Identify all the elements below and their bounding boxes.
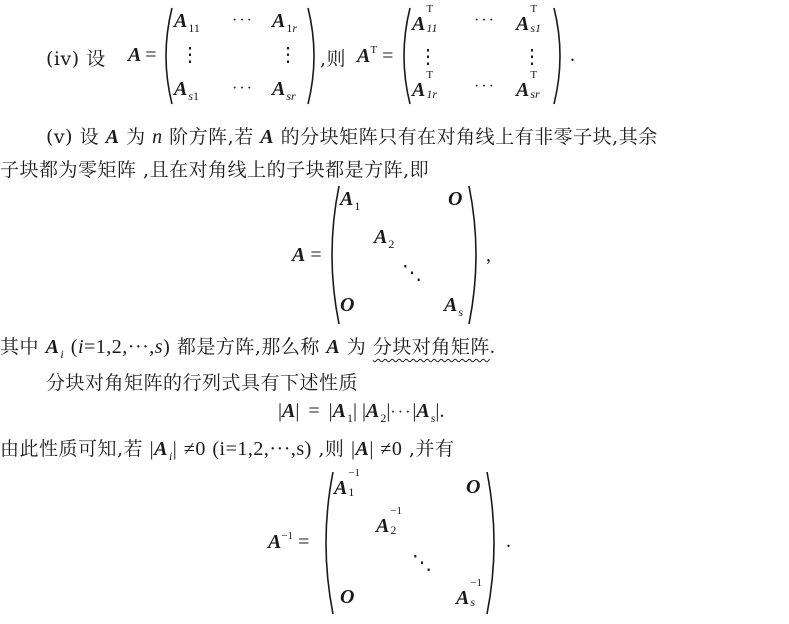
inverse-block-a1: A −1 1 — [334, 467, 361, 499]
inverse-block-diagonal-matrix — [320, 467, 500, 616]
ddots: ⋱ — [402, 262, 422, 284]
vdots-col1: ⋮ — [180, 44, 200, 66]
block-as1-t: A T s1 — [516, 3, 542, 35]
block-a11-t: A T 11 — [412, 3, 438, 35]
conclusion-line: 由此性质可知,若 $|A_i| \ne 0$ (i=1,2,···,s) ,则 |A| ≠0 ,并有 — [0, 438, 455, 463]
zero-block-top-right: O — [448, 188, 463, 210]
item-iv-label-line — [46, 44, 106, 71]
determinant-formula: $|A| = |A_1|$ $|A_2|\cdot\cdot\cdot|A_s|$. — [278, 400, 445, 425]
hdots-row2: ··· — [232, 80, 254, 97]
diag-matrix-comma: , — [486, 244, 491, 266]
inverse-ddots: ⋱ — [412, 552, 432, 574]
block-asr: $A_{sr}$ — [272, 78, 296, 103]
block-as1: $A_{s1}$ — [174, 78, 200, 103]
diag-matrix-lhs: A = — [292, 244, 322, 266]
inverse-zero-bottom-left: O — [340, 586, 355, 608]
inverse-block-a2: A −1 2 — [376, 505, 403, 537]
block-matrix-a-transpose — [398, 3, 568, 106]
item-iv-then-word: ,则 — [320, 48, 347, 70]
hdots-row1-t: ··· — [474, 12, 496, 29]
block-ai: $A_i$ — [45, 336, 65, 361]
vdots-col2-t: ⋮ — [522, 46, 542, 68]
inverse-matrix-lhs: $A^{-1}$ = — [268, 530, 310, 553]
item-iv-lhs — [128, 44, 157, 67]
hdots-row2-t: ··· — [474, 78, 496, 95]
inverse-block-as: A −1 s — [456, 577, 483, 609]
item-iv-label: (iv) — [46, 48, 80, 70]
block-a11: $A_{11}$ — [174, 10, 200, 35]
definition-line: 其中 $A_i$ (i=1,2,···,s) 都是方阵,那么称 A 为 分块对角矩阵. — [0, 336, 496, 361]
item-iv-transpose-lhs: $A^T$ = — [357, 44, 394, 67]
zero-block-bottom-left: O — [340, 294, 355, 316]
block-a1r: $A_{1r}$ — [272, 10, 298, 35]
item-iv-period: . — [570, 44, 575, 66]
block-diagonal-matrix — [326, 184, 482, 326]
block-asr-t: A T sr — [516, 69, 540, 101]
item-v-line2: 子块都为零矩阵 ,且在对角线上的子块都是方阵,即 — [0, 159, 430, 181]
diag-block-as: $A_s$ — [444, 294, 464, 319]
defined-term: 分块对角矩阵 — [372, 336, 490, 358]
item-v-line1: (v) 设 A 为 n 阶方阵,若 A 的分块矩阵只有在对角线上有非零子块,其余 — [46, 126, 658, 148]
equals-sign: = — [145, 44, 157, 66]
item-v-label: (v) — [46, 126, 74, 148]
block-a1r-t: A T 1r — [412, 69, 438, 101]
diag-block-a2: $A_2$ — [374, 226, 395, 251]
vdots-col2: ⋮ — [278, 44, 298, 66]
inverse-zero-top-right: O — [466, 476, 481, 498]
diag-block-a1: $A_1$ — [340, 188, 361, 213]
item-iv-set-word: 设 — [86, 48, 106, 70]
matrix-symbol-a: A — [128, 44, 141, 66]
block-matrix-a — [160, 6, 320, 106]
property-intro: 分块对角矩阵的行列式具有下述性质 — [46, 372, 359, 394]
vdots-col1-t: ⋮ — [418, 46, 438, 68]
inverse-matrix-period: . — [506, 530, 511, 552]
hdots-row1: ··· — [232, 12, 254, 29]
